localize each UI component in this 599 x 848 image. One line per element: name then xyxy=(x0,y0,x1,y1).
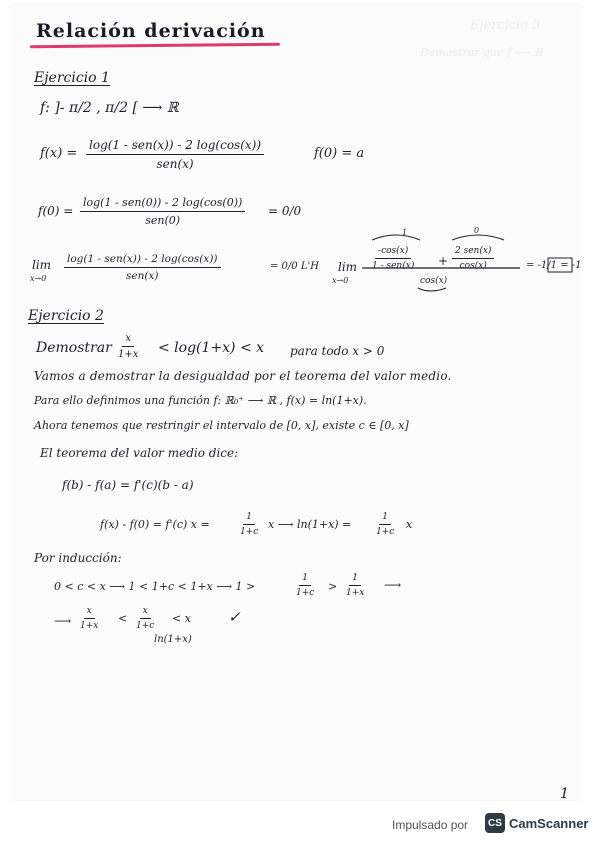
claim-demostrar: Demostrar xyxy=(36,340,112,356)
corner-page-mark: 1 xyxy=(560,786,569,802)
bleed-through-text: Ejercicio 3 xyxy=(470,18,541,33)
final-tail: < x xyxy=(172,612,191,625)
f-at-zero-denominator: sen(0) xyxy=(145,214,181,227)
derivative-term-b-num: 2 sen(x) xyxy=(452,246,494,259)
exercise-1-heading: Ejercicio 1 xyxy=(34,70,110,86)
claim-fraction-den: 1+x xyxy=(118,349,139,360)
camscanner-brand: CamScanner xyxy=(509,816,589,831)
limit-denominator: sen(x) xyxy=(126,270,159,282)
limit-result: = -1/1 = -1 xyxy=(526,260,582,271)
induction-heading: Por inducción: xyxy=(34,551,122,565)
camscanner-logo-icon: CS xyxy=(485,813,505,833)
brace-over-term-a xyxy=(372,235,420,240)
application-tail: x xyxy=(406,518,413,531)
f-definition-denominator: sen(x) xyxy=(156,157,194,171)
plus-sign: + xyxy=(438,254,449,268)
f-at-zero-result: = 0/0 xyxy=(268,204,302,218)
f-zero-definition: f(0) = a xyxy=(314,146,365,161)
final-fraction-1-num: x xyxy=(84,606,95,619)
claim-fraction-num: x xyxy=(122,333,134,347)
application-mid: x ⟶ ln(1+x) = xyxy=(268,518,352,531)
application-fraction-num: 1 xyxy=(243,512,255,525)
text-line-4: El teorema del valor medio dice: xyxy=(40,446,239,460)
chain-fraction-2-den: 1+x xyxy=(346,588,365,598)
inequality-chain: 0 < c < x ⟶ 1 < 1+c < 1+x ⟶ 1 > xyxy=(54,580,256,593)
claim-condition: para todo x > 0 xyxy=(290,344,385,358)
final-fraction-2-num: x xyxy=(140,606,151,619)
exercise-2-heading: Ejercicio 2 xyxy=(28,308,104,324)
checkmark-icon: ✓ xyxy=(228,608,241,626)
chain-fraction-1-num: 1 xyxy=(299,573,311,586)
application-fraction-den: 1+c xyxy=(240,527,259,537)
chain-fraction-1-den: 1+c xyxy=(296,588,315,598)
f-at-zero-lhs: f(0) = xyxy=(38,204,74,218)
f-definition-numerator: log(1 - sen(x)) - 2 log(cos(x)) xyxy=(86,138,264,155)
chain-fraction-2-num: 1 xyxy=(349,573,361,586)
underline-denominator xyxy=(418,288,446,291)
function-domain: f: ]- π/2 , π/2 [ ⟶ ℝ xyxy=(40,100,179,116)
limit-2-label: lim xyxy=(338,260,358,274)
limit-label: lim xyxy=(32,258,52,272)
annotation-one: 1 xyxy=(402,228,408,237)
page-title: Relación derivación xyxy=(36,20,266,42)
limit-subscript: x→0 xyxy=(30,274,47,283)
mean-value-theorem: f(b) - f(a) = f'(c)(b - a) xyxy=(62,478,194,492)
chain-greater: > xyxy=(328,580,338,593)
final-less: < xyxy=(118,612,128,625)
derivative-denominator: cos(x) xyxy=(420,276,448,286)
powered-by-label: Impulsado por xyxy=(392,818,469,832)
text-line-2: Para ello definimos una función f: ℝ₀⁺ ⟶ ℝ , f(x) = ln(1+x). xyxy=(34,394,367,407)
final-fraction-1-den: 1+x xyxy=(80,621,99,631)
final-note: ln(1+x) xyxy=(154,634,192,645)
chain-arrow: ⟶ xyxy=(384,578,402,592)
f-at-zero-numerator: log(1 - sen(0)) - 2 log(cos(0)) xyxy=(80,196,245,212)
f-definition-lhs: f(x) = xyxy=(40,146,78,161)
application-fraction-2-den: 1+c xyxy=(376,527,395,537)
application-lhs: f(x) - f(0) = f'(c) x = xyxy=(100,518,210,531)
final-arrow: ⟶ xyxy=(54,614,72,628)
derivative-term-a-den: 1 - sen(x) xyxy=(372,261,415,271)
lhopital-step: = 0/0 L'H xyxy=(270,261,319,272)
final-fraction-2-den: 1+c xyxy=(136,621,155,631)
application-fraction-2-num: 1 xyxy=(379,512,391,525)
limit-2-subscript: x→0 xyxy=(332,276,349,285)
brace-over-term-b xyxy=(452,235,504,240)
derivative-term-a-num: -cos(x) xyxy=(375,246,411,259)
text-line-3: Ahora tenemos que restringir el intervalo de [0, x], existe c ∈ [0, x] xyxy=(34,419,409,432)
bleed-through-text: Demostrar que f ⟶ ℝ xyxy=(420,46,544,59)
annotation-zero: 0 xyxy=(474,226,480,235)
text-line-1: Vamos a demostrar la desigualdad por el teorema del valor medio. xyxy=(34,369,452,383)
limit-numerator: log(1 - sen(x)) - 2 log(cos(x)) xyxy=(64,253,221,268)
derivative-term-b-den: cos(x) xyxy=(459,261,487,271)
boxed-result xyxy=(548,258,572,272)
claim-inequality: < log(1+x) < x xyxy=(158,340,265,356)
